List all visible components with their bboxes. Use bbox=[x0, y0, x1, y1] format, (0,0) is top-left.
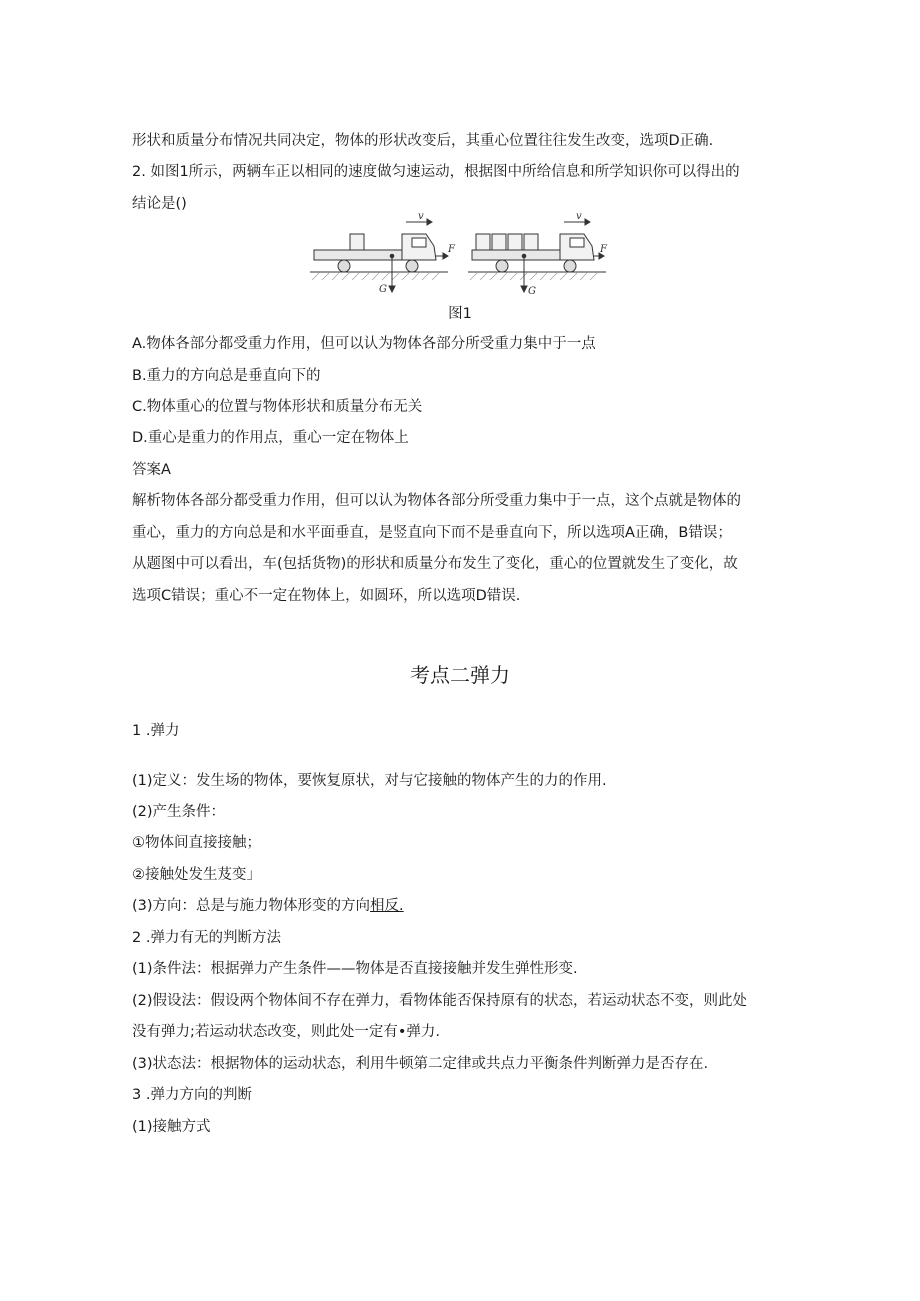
option-a: A.物体各部分都受重力作用，但可以认为物体各部分所受重力集中于一点 bbox=[132, 336, 596, 352]
label-F-2: F bbox=[600, 244, 607, 255]
condition-2: ②接触处发生芨变」 bbox=[132, 867, 261, 883]
direction-underline: 相反. bbox=[370, 898, 404, 914]
conditions-title: (2)产生条件： bbox=[132, 804, 226, 820]
truck-figure bbox=[308, 212, 608, 300]
label-G-2: G bbox=[528, 286, 536, 297]
figure-caption: 图1 bbox=[448, 306, 472, 322]
direction bbox=[132, 896, 404, 916]
method-3: (3)状态法：根据物体的运动状态，利用牛顿第二定律或共点力平衡条件判断弹力是否存在. bbox=[132, 1056, 709, 1072]
truck-diagram bbox=[308, 212, 608, 300]
method-2: (2)假设法：假设两个物体间不存在弹力，看物体能否保持原有的状态，若运动状态不变，则此处 bbox=[132, 993, 748, 1009]
label-G: G bbox=[379, 284, 387, 295]
method-1: (1)条件法：根据弹力产生条件——物体是否直接接触并发生弹性形变. bbox=[132, 961, 578, 977]
label-F: F bbox=[448, 244, 455, 255]
definition: (1)定义：发生场的物体，要恢复原状，对与它接触的物体产生的力的作用. bbox=[132, 773, 607, 789]
question-2-cont: 结论是() bbox=[132, 196, 187, 212]
question-2: 2. 如图1所示，两辆车正以相同的速度做匀速运动，根据图中所给信息和所学知识你可以得出的 bbox=[132, 164, 740, 180]
direction-text: (3)方向：总是与施力物体形变的方向 bbox=[132, 898, 371, 914]
section-3-title: 3 .弹力方向的判断 bbox=[132, 1087, 252, 1103]
condition-1: ①物体间直接接触； bbox=[132, 835, 261, 851]
analysis-line: 重心，重力的方向总是和水平面垂直，是竖直向下而不是垂直向下，所以选项A正确，B错误； bbox=[132, 525, 732, 541]
answer: 答案A bbox=[132, 462, 171, 478]
method-2-cont: 没有弹力;若运动状态改变，则此处一定有•弹力. bbox=[132, 1024, 441, 1040]
analysis-line: 解析物体各部分都受重力作用，但可以认为物体各部分所受重力集中于一点，这个点就是物体的 bbox=[132, 493, 741, 509]
analysis-line: 从题图中可以看出，车(包括货物)的形状和质量分布发生了变化，重心的位置就发生了变化，故 bbox=[132, 556, 738, 572]
label-v-2: v bbox=[576, 212, 582, 222]
contact-mode: (1)接触方式 bbox=[132, 1119, 211, 1135]
analysis-line: 选项C错误；重心不一定在物体上，如圆环，所以选项D错误. bbox=[132, 588, 521, 604]
option-b: B.重力的方向总是垂直向下的 bbox=[132, 368, 321, 384]
label-v: v bbox=[418, 212, 424, 222]
option-c: C.物体重心的位置与物体形状和质量分布无关 bbox=[132, 399, 423, 415]
text-line: 形状和质量分布情况共同决定，物体的形状改变后，其重心位置往往发生改变，选项D正确. bbox=[132, 133, 714, 149]
option-d: D.重心是重力的作用点，重心一定在物体上 bbox=[132, 430, 409, 446]
section-2-title: 2 .弹力有无的判断方法 bbox=[132, 930, 281, 946]
section-heading: 考点二弹力 bbox=[410, 663, 510, 687]
section-1-title: 1 .弹力 bbox=[132, 723, 180, 739]
